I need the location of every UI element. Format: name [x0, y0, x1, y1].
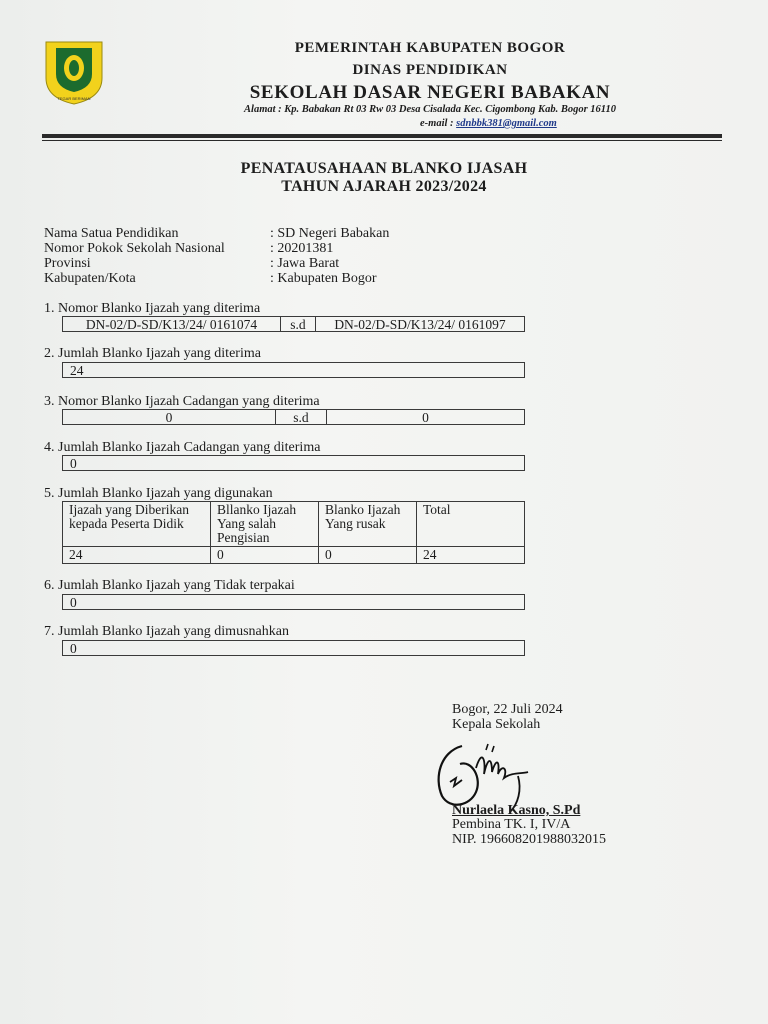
regency-logo: [42, 40, 106, 106]
identity-value: : Kabupaten Bogor: [270, 271, 377, 286]
table-cell: 0: [319, 547, 417, 564]
table-header-row: [63, 502, 525, 547]
range-to: DN-02/D-SD/K13/24/ 0161097: [334, 317, 506, 332]
document-title: PENATAUSAHAAN BLANKO IJASAH: [240, 160, 528, 177]
identity-label: Nama Satua Pendidikan: [44, 226, 179, 241]
identity-value: : SD Negeri Babakan: [270, 226, 390, 241]
section-6-title: 6. Jumlah Blanko Ijazah yang Tidak terpakai: [44, 578, 295, 593]
section-6-value: 0: [70, 595, 77, 610]
range-to: 0: [422, 410, 429, 425]
table-header-cell: Bllanko Ijazah Yang salah Pengisian: [211, 502, 319, 547]
table-header-cell: Ijazah yang Diberikan kepada Peserta Didik: [63, 502, 211, 547]
logo-caption: TEGAR BERIMAN: [57, 96, 91, 101]
signatory-name: Nurlaela Kasno, S.Pd: [452, 803, 581, 818]
table-row: [63, 547, 525, 564]
identity-value: : Jawa Barat: [270, 256, 340, 271]
section-1-range-box: [62, 316, 525, 332]
email-label: e-mail :: [420, 118, 457, 129]
table-cell: 0: [211, 547, 319, 564]
section-7-value: 0: [70, 641, 77, 656]
section-7-value-box: [62, 640, 525, 656]
table-header-cell: Blanko Ijazah Yang rusak: [319, 502, 417, 547]
identity-value: : 20201381: [270, 241, 334, 256]
usage-table: [62, 501, 525, 564]
section-3-title: 3. Nomor Blanko Ijazah Cadangan yang diterima: [44, 394, 320, 409]
header-email: [420, 118, 557, 129]
section-2-value: 24: [70, 363, 84, 378]
range-sd: s.d: [281, 317, 316, 331]
header-government: PEMERINTAH KABUPATEN BOGOR: [294, 40, 566, 56]
signatory-nip: NIP. 196608201988032015: [452, 832, 607, 847]
signatory-rank: Pembina TK. I, IV/A: [452, 817, 571, 832]
identity-label: Provinsi: [44, 256, 91, 271]
range-from: 0: [63, 410, 276, 424]
email-link[interactable]: sdnbbk381@gmail.com: [456, 118, 557, 129]
header-school-name: SEKOLAH DASAR NEGERI BABAKAN: [249, 82, 611, 103]
signature-position: Kepala Sekolah: [452, 717, 541, 732]
range-from: DN-02/D-SD/K13/24/ 0161074: [63, 317, 281, 331]
section-2-value-box: [62, 362, 525, 378]
header-divider-thin: [42, 140, 722, 141]
table-header-cell: Total: [417, 502, 525, 547]
section-5-title: 5. Jumlah Blanko Ijazah yang digunakan: [44, 486, 273, 501]
section-4-title: 4. Jumlah Blanko Ijazah Cadangan yang diterima: [44, 440, 321, 455]
section-3-range-box: [62, 409, 525, 425]
section-7-title: 7. Jumlah Blanko Ijazah yang dimusnahkan: [44, 624, 289, 639]
section-1-title: 1. Nomor Blanko Ijazah yang diterima: [44, 301, 261, 316]
header-address: Alamat : Kp. Babakan Rt 03 Rw 03 Desa Cisalada Kec. Cigombong Kab. Bogor 16110: [244, 104, 616, 115]
section-4-value: 0: [70, 456, 77, 471]
header-divider-thick: [42, 134, 722, 138]
header-department: DINAS PENDIDIKAN: [352, 62, 508, 78]
identity-label: Nomor Pokok Sekolah Nasional: [44, 241, 225, 256]
section-4-value-box: [62, 455, 525, 471]
identity-label: Kabupaten/Kota: [44, 271, 136, 286]
section-2-title: 2. Jumlah Blanko Ijazah yang diterima: [44, 346, 261, 361]
signature-place-date: Bogor, 22 Juli 2024: [452, 702, 563, 717]
section-6-value-box: [62, 594, 525, 610]
table-cell: 24: [417, 547, 525, 564]
document-subtitle: TAHUN AJARAH 2023/2024: [281, 178, 487, 195]
table-cell: 24: [63, 547, 211, 564]
range-sd: s.d: [276, 410, 327, 424]
